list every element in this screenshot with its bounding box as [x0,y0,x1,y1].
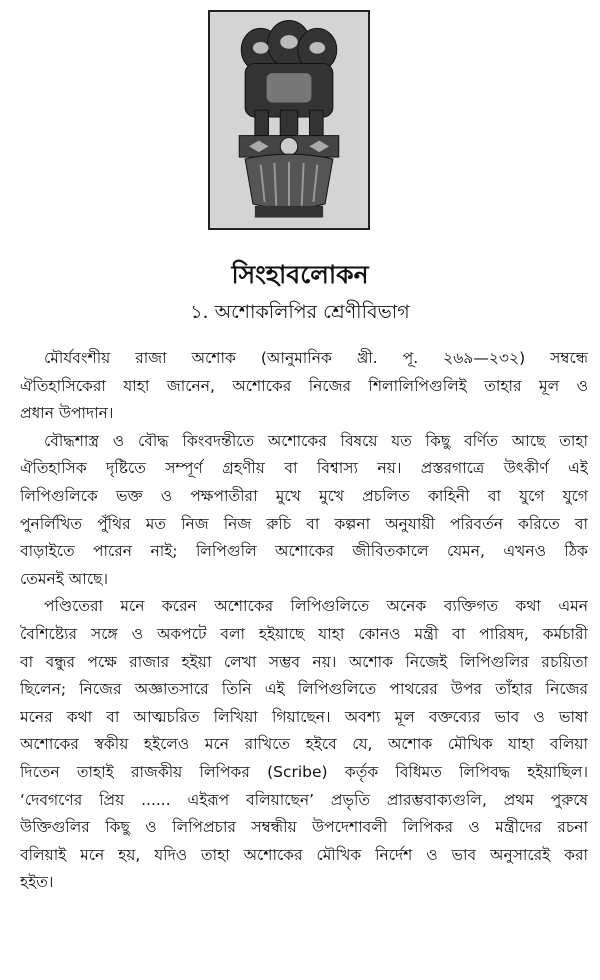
text-line: বৈশিষ্ট্যের সঙ্গে ও অকপটে বলা হইয়াছে যাহা কোনও মন্ত্রী বা পারিষদ, কর্মচারী [20,624,588,643]
text-line: ‘দেবগণের প্রিয় ...... এইরূপ বলিয়াছেন’ প্রভৃতি প্রারম্ভবাক্যগুলি, প্রথম পুরুষে [20,790,588,809]
text-line: বৌদ্ধশাস্ত্র ও বৌদ্ধ কিংবদন্তীতে অশোকের বিষয়ে যত কিছু বর্ণিত আছে তাহা [44,431,588,450]
text-line: ঐতিহাসিক দৃষ্টিতে সম্পূর্ণ গ্রহণীয় বা বিশ্বাস্য নয়। প্রস্তরগাত্রে উৎকীর্ণ এই [20,459,588,478]
text-line: হইত। [20,873,54,892]
text-line: পুনর্লিখিত পুঁথির মত নিজ নিজ রুচি বা কল্পনা অনুযায়ী পরিবর্তন করিতে বা [20,514,588,533]
text-line: উক্তিগুলির কিছু ও লিপিপ্রচার সম্বন্ধীয় উপদেশাবলী লিপিকর ও মন্ত্রীদের রচনা [20,818,588,837]
text-line: বাড়াইতে পারেন নাই; লিপিগুলি অশোকের জীবিতকালে যেমন, এখনও ঠিক [20,542,588,561]
paragraph [20,345,588,428]
body-text [20,345,588,897]
text-line: পণ্ডিতেরা মনে করেন অশোকের লিপিগুলিতে অনেক ব্যক্তিগত কথা এমন [44,597,588,616]
lion-capital-icon [210,12,368,228]
text-line: লিপিগুলিকে ভক্ত ও পক্ষপাতীরা মুখে মুখে প্রচলিত কাহিনী বা যুগে যুগে [20,486,588,505]
text-line: মনের কথা বা আত্মচরিত লিখিয়া গিয়াছেন। অবশ্য মূল বক্তব্যের ভাব ও ভাষা [20,707,588,726]
paragraph [20,593,588,897]
text-line: তেমনই আছে। [20,569,109,588]
text-line: মৌর্যবংশীয় রাজা অশোক (আনুমানিক খ্রী. পূ. ২৬৯—২৩২) সম্বন্ধে [44,349,588,367]
page-title: সিংহাবলোকন [231,260,369,289]
text-line: দিতেন তাহাই রাজকীয় লিপিকর (Scribe) কর্তৃক বিধিমত লিপিবদ্ধ হইয়াছিল। [20,762,588,781]
text-line: প্রধান উপাদান। [20,404,114,423]
section-heading: ১. অশোকলিপির শ্রেণীবিভাগ [190,301,410,323]
text-line: বলিয়াই মনে হয়, যদিও তাহা অশোকের মৌখিক নির্দেশ ও ভাব অনুসারেই করা [20,845,588,864]
text-line: ছিলেন; নিজের অজ্ঞাতসারে তিনি এই লিপিগুলিতে পাথরের উপর তাঁহার নিজের [20,680,588,699]
text-line: বা বন্ধুর পক্ষে রাজার হইয়া লেখা সম্ভব নয়। অশোক নিজেই লিপিগুলির রচয়িতা [20,652,588,671]
text-line: ঐতিহাসিকেরা যাহা জানেন, অশোকের নিজের শিলালিপিগুলিই তাহার মূল ও [20,376,588,395]
paragraph [20,428,588,594]
lion-capital-emblem-image [208,10,370,230]
text-line: অশোকের স্বকীয় হইলেও মনে রাখিতে হইবে যে, অশোক মৌখিক যাহা বলিয়া [20,735,588,754]
